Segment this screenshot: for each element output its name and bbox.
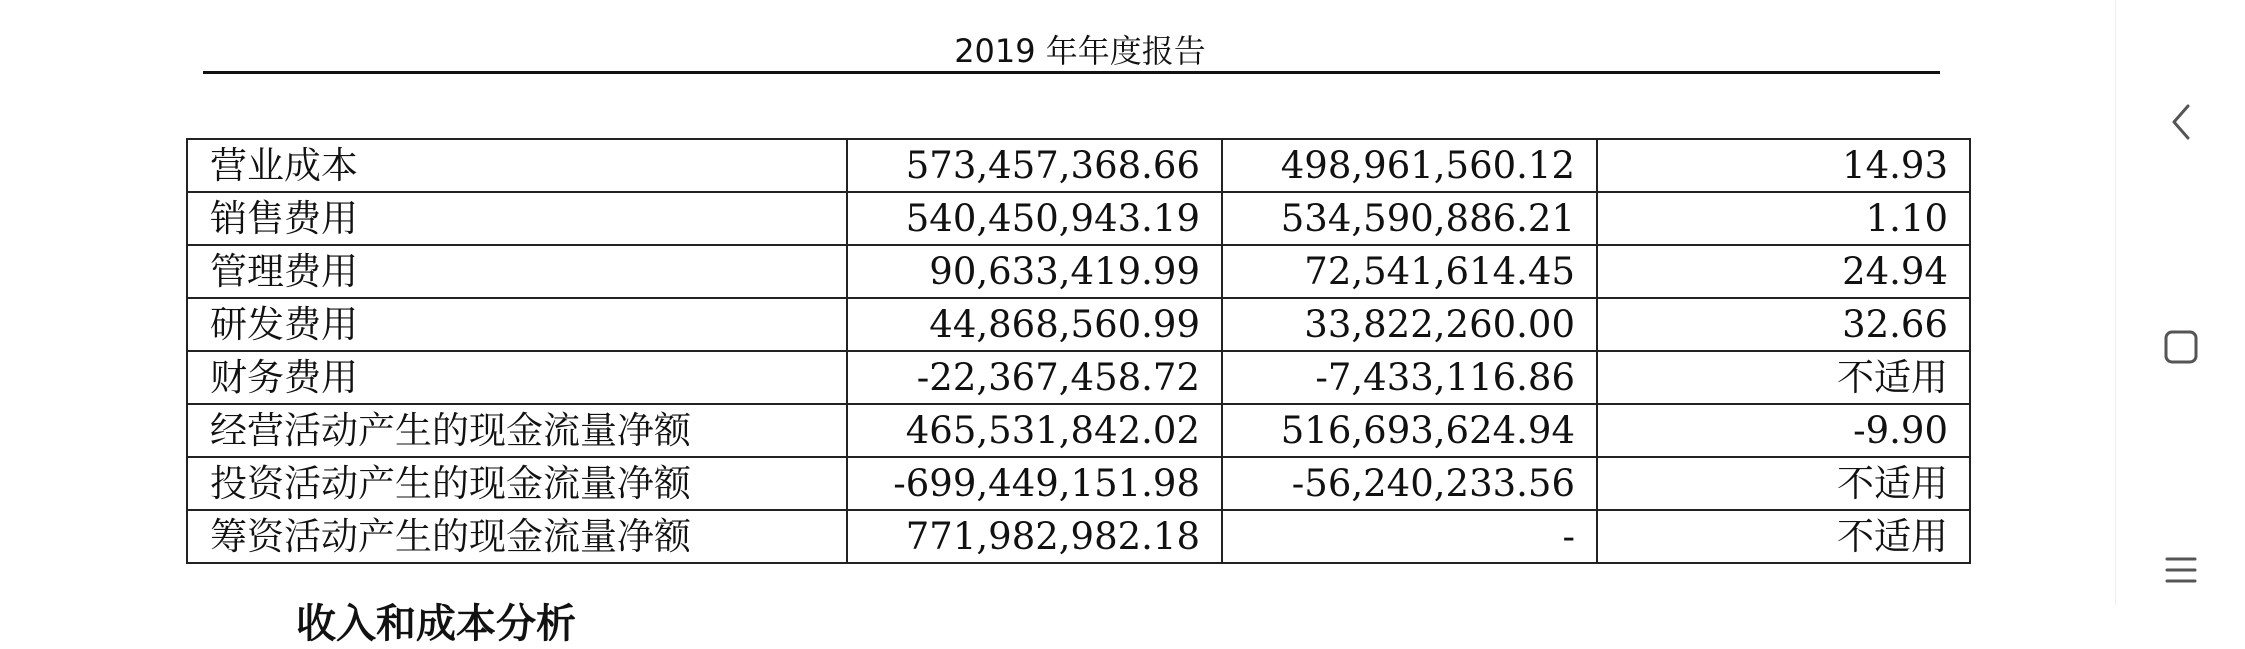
table-row [187,192,1970,245]
prior-period-value: 33,822,260.00 [1222,298,1597,351]
row-label: 销售费用 [187,192,847,245]
current-period-value: 573,457,368.66 [847,139,1222,192]
change-percent-value: 32.66 [1597,298,1970,351]
prior-period-value: -7,433,116.86 [1222,351,1597,404]
table-row [187,139,1970,192]
current-period-value: 90,633,419.99 [847,245,1222,298]
table-row [187,404,1970,457]
current-period-value: 540,450,943.19 [847,192,1222,245]
current-period-value: -22,367,458.72 [847,351,1222,404]
prior-period-value: - [1222,510,1597,563]
row-label: 管理费用 [187,245,847,298]
change-percent-value: 不适用 [1597,510,1970,563]
row-label: 筹资活动产生的现金流量净额 [187,510,847,563]
change-percent-value: 24.94 [1597,245,1970,298]
row-label: 经营活动产生的现金流量净额 [187,404,847,457]
back-chevron-icon [2166,100,2196,144]
current-period-value: 465,531,842.02 [847,404,1222,457]
recents-button[interactable] [2116,530,2245,610]
change-percent-value: -9.90 [1597,404,1970,457]
table-row [187,351,1970,404]
prior-period-value: 498,961,560.12 [1222,139,1597,192]
table-row [187,245,1970,298]
change-percent-value: 1.10 [1597,192,1970,245]
back-button[interactable] [2116,82,2245,162]
row-label: 投资活动产生的现金流量净额 [187,457,847,510]
table-row [187,298,1970,351]
table-row [187,457,1970,510]
row-label: 研发费用 [187,298,847,351]
header-divider [203,71,1940,74]
home-square-icon [2161,327,2201,367]
current-period-value: -699,449,151.98 [847,457,1222,510]
table-row [187,510,1970,563]
row-label: 营业成本 [187,139,847,192]
current-period-value: 771,982,982.18 [847,510,1222,563]
system-navigation-bar [2115,0,2245,605]
change-percent-value: 不适用 [1597,351,1970,404]
financial-table [186,138,1971,564]
prior-period-value: 516,693,624.94 [1222,404,1597,457]
home-button[interactable] [2116,307,2245,387]
change-percent-value: 不适用 [1597,457,1970,510]
report-header-title: 2019 年年度报告 [954,32,1206,70]
section-heading-cutoff: 收入和成本分析 [296,600,576,647]
current-period-value: 44,868,560.99 [847,298,1222,351]
prior-period-value: 72,541,614.45 [1222,245,1597,298]
change-percent-value: 14.93 [1597,139,1970,192]
prior-period-value: 534,590,886.21 [1222,192,1597,245]
recents-lines-icon [2161,550,2201,590]
row-label: 财务费用 [187,351,847,404]
prior-period-value: -56,240,233.56 [1222,457,1597,510]
